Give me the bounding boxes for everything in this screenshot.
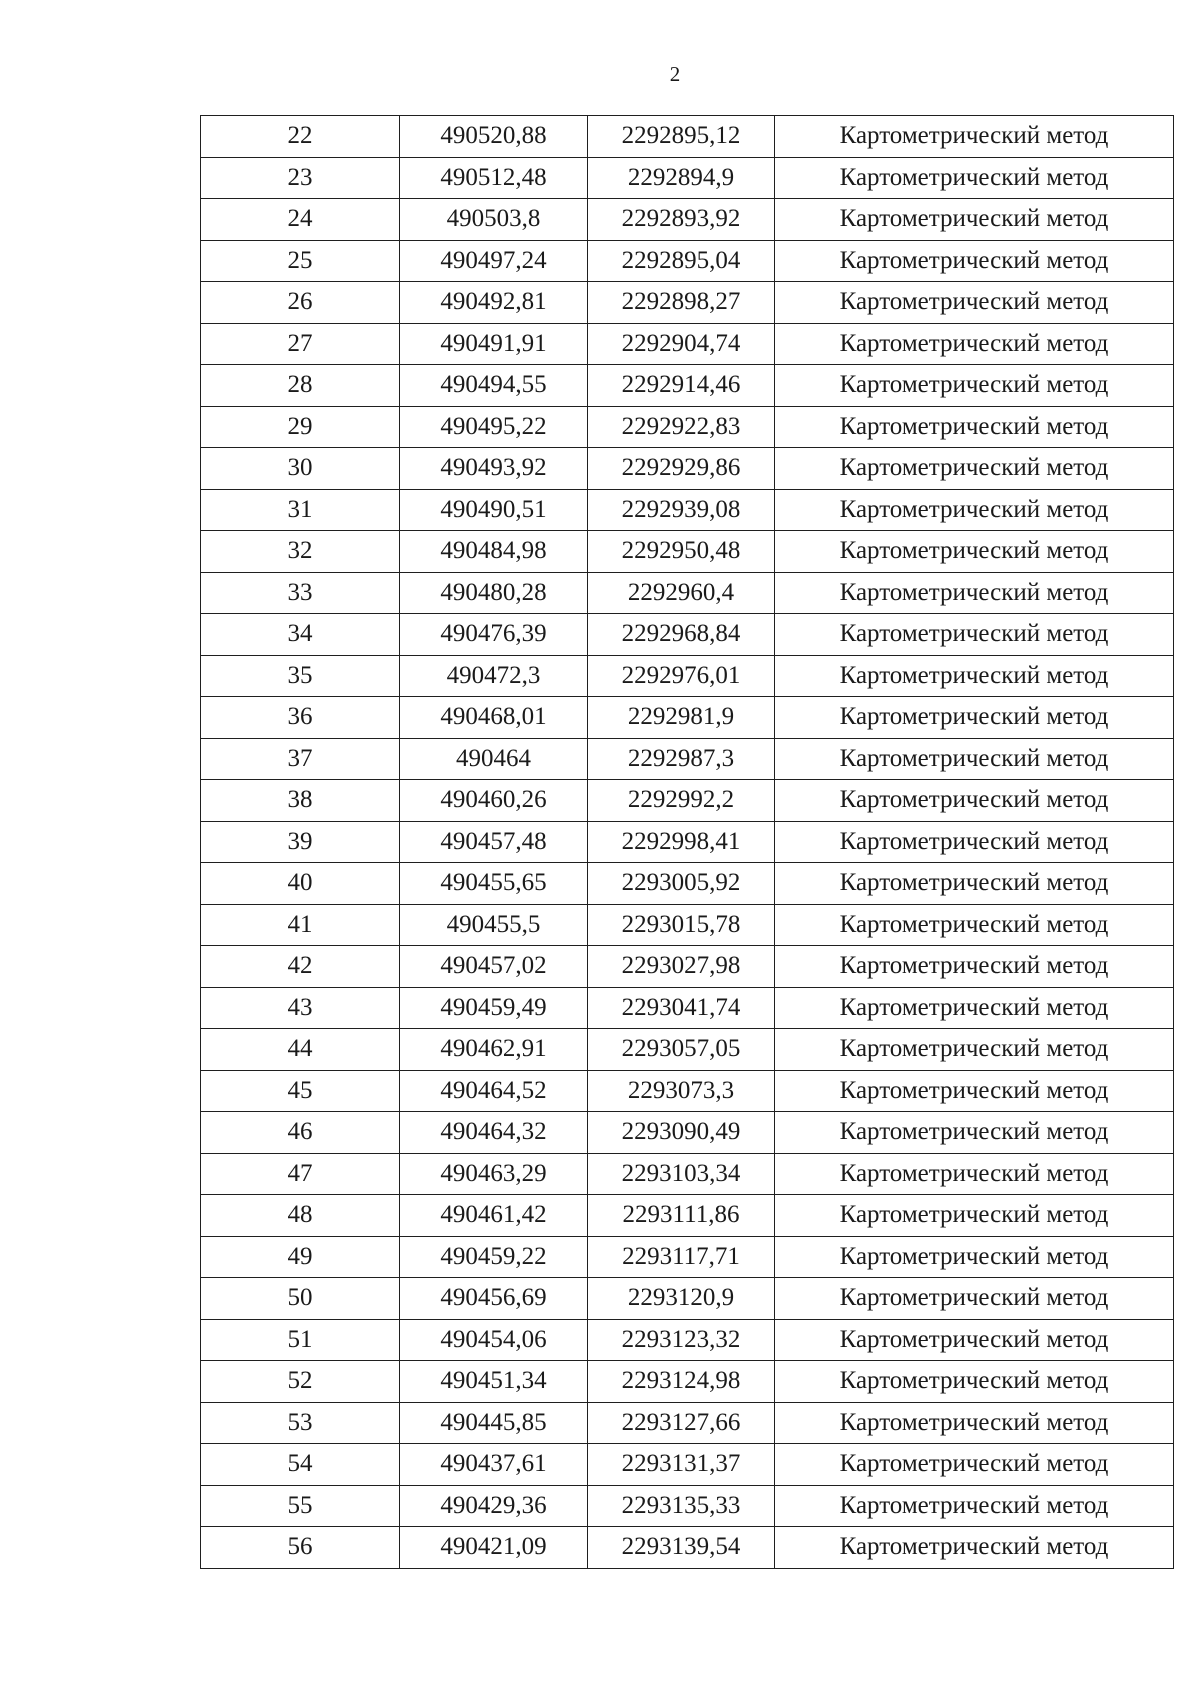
table-row [201, 1444, 1174, 1486]
x-coordinate-cell: 490493,92 [400, 448, 588, 490]
point-number-cell: 32 [201, 531, 400, 573]
point-number-cell: 30 [201, 448, 400, 490]
point-number-cell: 40 [201, 863, 400, 905]
y-coordinate-cell: 2292895,12 [588, 116, 775, 158]
x-coordinate-cell: 490460,26 [400, 780, 588, 822]
table-row [201, 1527, 1174, 1569]
x-coordinate-cell: 490464 [400, 738, 588, 780]
point-number-cell: 36 [201, 697, 400, 739]
y-coordinate-cell: 2292894,9 [588, 157, 775, 199]
y-coordinate-cell: 2293135,33 [588, 1485, 775, 1527]
x-coordinate-cell: 490462,91 [400, 1029, 588, 1071]
method-cell: Картометрический метод [775, 365, 1174, 407]
table-row [201, 904, 1174, 946]
method-cell: Картометрический метод [775, 1278, 1174, 1320]
method-cell: Картометрический метод [775, 655, 1174, 697]
table-row [201, 157, 1174, 199]
x-coordinate-cell: 490455,5 [400, 904, 588, 946]
table-row [201, 1361, 1174, 1403]
point-number-cell: 34 [201, 614, 400, 656]
y-coordinate-cell: 2293015,78 [588, 904, 775, 946]
x-coordinate-cell: 490495,22 [400, 406, 588, 448]
method-cell: Картометрический метод [775, 1444, 1174, 1486]
table-row [201, 821, 1174, 863]
y-coordinate-cell: 2293005,92 [588, 863, 775, 905]
method-cell: Картометрический метод [775, 821, 1174, 863]
y-coordinate-cell: 2292904,74 [588, 323, 775, 365]
x-coordinate-cell: 490429,36 [400, 1485, 588, 1527]
x-coordinate-cell: 490437,61 [400, 1444, 588, 1486]
method-cell: Картометрический метод [775, 1319, 1174, 1361]
point-number-cell: 48 [201, 1195, 400, 1237]
y-coordinate-cell: 2293111,86 [588, 1195, 775, 1237]
x-coordinate-cell: 490464,32 [400, 1112, 588, 1154]
method-cell: Картометрический метод [775, 1361, 1174, 1403]
x-coordinate-cell: 490451,34 [400, 1361, 588, 1403]
method-cell: Картометрический метод [775, 406, 1174, 448]
y-coordinate-cell: 2293041,74 [588, 987, 775, 1029]
table-row [201, 780, 1174, 822]
point-number-cell: 27 [201, 323, 400, 365]
method-cell: Картометрический метод [775, 1112, 1174, 1154]
point-number-cell: 42 [201, 946, 400, 988]
method-cell: Картометрический метод [775, 282, 1174, 324]
table-row [201, 282, 1174, 324]
x-coordinate-cell: 490503,8 [400, 199, 588, 241]
method-cell: Картометрический метод [775, 738, 1174, 780]
x-coordinate-cell: 490490,51 [400, 489, 588, 531]
point-number-cell: 56 [201, 1527, 400, 1569]
method-cell: Картометрический метод [775, 240, 1174, 282]
table-row [201, 1153, 1174, 1195]
method-cell: Картометрический метод [775, 780, 1174, 822]
y-coordinate-cell: 2292895,04 [588, 240, 775, 282]
table-row [201, 655, 1174, 697]
point-number-cell: 49 [201, 1236, 400, 1278]
point-number-cell: 35 [201, 655, 400, 697]
y-coordinate-cell: 2292929,86 [588, 448, 775, 490]
method-cell: Картометрический метод [775, 697, 1174, 739]
x-coordinate-cell: 490454,06 [400, 1319, 588, 1361]
y-coordinate-cell: 2293131,37 [588, 1444, 775, 1486]
point-number-cell: 25 [201, 240, 400, 282]
coordinates-table [200, 115, 1174, 1569]
table-row [201, 987, 1174, 1029]
y-coordinate-cell: 2292987,3 [588, 738, 775, 780]
point-number-cell: 22 [201, 116, 400, 158]
x-coordinate-cell: 490491,91 [400, 323, 588, 365]
point-number-cell: 24 [201, 199, 400, 241]
y-coordinate-cell: 2292950,48 [588, 531, 775, 573]
x-coordinate-cell: 490457,02 [400, 946, 588, 988]
table-row [201, 365, 1174, 407]
x-coordinate-cell: 490455,65 [400, 863, 588, 905]
method-cell: Картометрический метод [775, 1527, 1174, 1569]
method-cell: Картометрический метод [775, 904, 1174, 946]
x-coordinate-cell: 490494,55 [400, 365, 588, 407]
x-coordinate-cell: 490480,28 [400, 572, 588, 614]
method-cell: Картометрический метод [775, 448, 1174, 490]
y-coordinate-cell: 2292914,46 [588, 365, 775, 407]
method-cell: Картометрический метод [775, 531, 1174, 573]
y-coordinate-cell: 2293073,3 [588, 1070, 775, 1112]
method-cell: Картометрический метод [775, 987, 1174, 1029]
method-cell: Картометрический метод [775, 1070, 1174, 1112]
table-row [201, 863, 1174, 905]
method-cell: Картометрический метод [775, 157, 1174, 199]
point-number-cell: 55 [201, 1485, 400, 1527]
method-cell: Картометрический метод [775, 1029, 1174, 1071]
x-coordinate-cell: 490472,3 [400, 655, 588, 697]
y-coordinate-cell: 2292981,9 [588, 697, 775, 739]
x-coordinate-cell: 490484,98 [400, 531, 588, 573]
point-number-cell: 28 [201, 365, 400, 407]
x-coordinate-cell: 490421,09 [400, 1527, 588, 1569]
y-coordinate-cell: 2293123,32 [588, 1319, 775, 1361]
point-number-cell: 23 [201, 157, 400, 199]
method-cell: Картометрический метод [775, 116, 1174, 158]
x-coordinate-cell: 490463,29 [400, 1153, 588, 1195]
x-coordinate-cell: 490492,81 [400, 282, 588, 324]
y-coordinate-cell: 2293090,49 [588, 1112, 775, 1154]
point-number-cell: 33 [201, 572, 400, 614]
method-cell: Картометрический метод [775, 1153, 1174, 1195]
method-cell: Картометрический метод [775, 572, 1174, 614]
point-number-cell: 37 [201, 738, 400, 780]
y-coordinate-cell: 2293027,98 [588, 946, 775, 988]
y-coordinate-cell: 2293103,34 [588, 1153, 775, 1195]
y-coordinate-cell: 2293124,98 [588, 1361, 775, 1403]
y-coordinate-cell: 2293127,66 [588, 1402, 775, 1444]
table-row [201, 199, 1174, 241]
method-cell: Картометрический метод [775, 489, 1174, 531]
point-number-cell: 47 [201, 1153, 400, 1195]
point-number-cell: 51 [201, 1319, 400, 1361]
method-cell: Картометрический метод [775, 1195, 1174, 1237]
table-row [201, 572, 1174, 614]
x-coordinate-cell: 490461,42 [400, 1195, 588, 1237]
x-coordinate-cell: 490520,88 [400, 116, 588, 158]
point-number-cell: 44 [201, 1029, 400, 1071]
method-cell: Картометрический метод [775, 863, 1174, 905]
point-number-cell: 52 [201, 1361, 400, 1403]
y-coordinate-cell: 2292893,92 [588, 199, 775, 241]
y-coordinate-cell: 2292939,08 [588, 489, 775, 531]
x-coordinate-cell: 490459,22 [400, 1236, 588, 1278]
table-row [201, 1236, 1174, 1278]
y-coordinate-cell: 2293057,05 [588, 1029, 775, 1071]
table-row [201, 1485, 1174, 1527]
method-cell: Картометрический метод [775, 614, 1174, 656]
table-row [201, 406, 1174, 448]
point-number-cell: 38 [201, 780, 400, 822]
method-cell: Картометрический метод [775, 1485, 1174, 1527]
table-row [201, 697, 1174, 739]
x-coordinate-cell: 490456,69 [400, 1278, 588, 1320]
x-coordinate-cell: 490497,24 [400, 240, 588, 282]
point-number-cell: 26 [201, 282, 400, 324]
y-coordinate-cell: 2292960,4 [588, 572, 775, 614]
y-coordinate-cell: 2292976,01 [588, 655, 775, 697]
table-row [201, 1029, 1174, 1071]
page-number: 2 [669, 62, 681, 86]
y-coordinate-cell: 2292998,41 [588, 821, 775, 863]
x-coordinate-cell: 490445,85 [400, 1402, 588, 1444]
y-coordinate-cell: 2292968,84 [588, 614, 775, 656]
table-row [201, 614, 1174, 656]
point-number-cell: 50 [201, 1278, 400, 1320]
table-row [201, 448, 1174, 490]
table-row [201, 1402, 1174, 1444]
point-number-cell: 39 [201, 821, 400, 863]
point-number-cell: 31 [201, 489, 400, 531]
y-coordinate-cell: 2292898,27 [588, 282, 775, 324]
table-row [201, 1319, 1174, 1361]
x-coordinate-cell: 490512,48 [400, 157, 588, 199]
method-cell: Картометрический метод [775, 199, 1174, 241]
point-number-cell: 43 [201, 987, 400, 1029]
table-row [201, 116, 1174, 158]
table-row [201, 1070, 1174, 1112]
point-number-cell: 46 [201, 1112, 400, 1154]
y-coordinate-cell: 2293117,71 [588, 1236, 775, 1278]
table-row [201, 738, 1174, 780]
point-number-cell: 29 [201, 406, 400, 448]
x-coordinate-cell: 490468,01 [400, 697, 588, 739]
table-row [201, 1195, 1174, 1237]
x-coordinate-cell: 490476,39 [400, 614, 588, 656]
y-coordinate-cell: 2292922,83 [588, 406, 775, 448]
table-row [201, 240, 1174, 282]
y-coordinate-cell: 2293139,54 [588, 1527, 775, 1569]
x-coordinate-cell: 490459,49 [400, 987, 588, 1029]
x-coordinate-cell: 490464,52 [400, 1070, 588, 1112]
table-row [201, 323, 1174, 365]
table-row [201, 531, 1174, 573]
point-number-cell: 54 [201, 1444, 400, 1486]
coordinates-table-body [201, 116, 1174, 1569]
table-row [201, 1278, 1174, 1320]
table-row [201, 946, 1174, 988]
method-cell: Картометрический метод [775, 1402, 1174, 1444]
table-row [201, 489, 1174, 531]
point-number-cell: 45 [201, 1070, 400, 1112]
table-row [201, 1112, 1174, 1154]
x-coordinate-cell: 490457,48 [400, 821, 588, 863]
y-coordinate-cell: 2292992,2 [588, 780, 775, 822]
method-cell: Картометрический метод [775, 946, 1174, 988]
method-cell: Картометрический метод [775, 323, 1174, 365]
point-number-cell: 53 [201, 1402, 400, 1444]
point-number-cell: 41 [201, 904, 400, 946]
y-coordinate-cell: 2293120,9 [588, 1278, 775, 1320]
method-cell: Картометрический метод [775, 1236, 1174, 1278]
